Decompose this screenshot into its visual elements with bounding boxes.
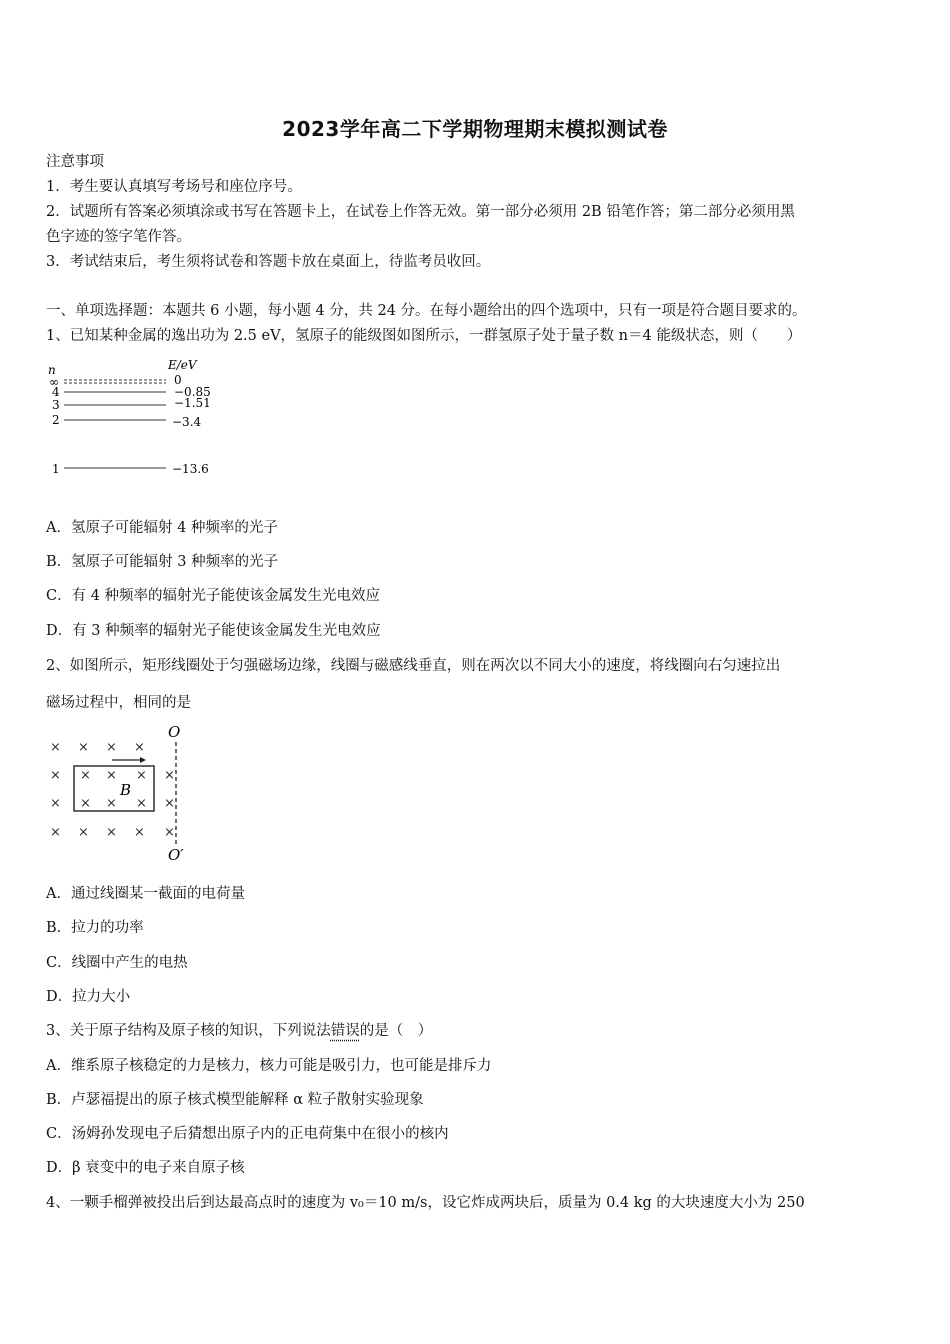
- axis-label-n: n: [48, 363, 56, 377]
- question-3-option-b: B．卢瑟福提出的原子核式模型能解释 α 粒子散射实验现象: [46, 1092, 424, 1108]
- magnetic-field-diagram: [44, 720, 204, 865]
- svg-text:×: ×: [136, 796, 147, 811]
- level-energy-1: −13.6: [172, 462, 209, 476]
- notice-heading: 注意事项: [46, 154, 104, 170]
- question-2-option-c: C．线圈中产生的电热: [46, 955, 188, 971]
- level-label-3: 3: [52, 398, 60, 412]
- level-label-1: 1: [52, 462, 60, 476]
- svg-text:×: ×: [106, 740, 117, 755]
- svg-text:×: ×: [106, 825, 117, 840]
- question-2-option-b: B．拉力的功率: [46, 920, 144, 936]
- svg-text:×: ×: [134, 740, 145, 755]
- question-1-option-a: A．氢原子可能辐射 4 种频率的光子: [46, 520, 278, 536]
- svg-text:×: ×: [80, 768, 91, 783]
- emphasis-word: 错误: [330, 1023, 360, 1039]
- question-3-stem: 3、关于原子结构及原子核的知识，下列说法错误的是（ ）: [46, 1023, 433, 1039]
- level-energy-2: −3.4: [172, 415, 202, 429]
- svg-text:×: ×: [50, 740, 61, 755]
- energy-level-diagram: [44, 354, 224, 484]
- notice-item: 1．考生要认真填写考场号和座位序号。: [46, 179, 302, 195]
- svg-text:×: ×: [106, 768, 117, 783]
- svg-text:×: ×: [136, 768, 147, 783]
- svg-text:×: ×: [164, 768, 175, 783]
- svg-text:×: ×: [78, 740, 89, 755]
- notice-item: 2．试题所有答案必须填涂或书写在答题卡上，在试卷上作答无效。第一部分必须用 2B 铅笔作答；第二部分必须用黑: [46, 204, 795, 220]
- svg-text:×: ×: [80, 796, 91, 811]
- svg-text:×: ×: [164, 825, 175, 840]
- question-1-stem: 1、已知某种金属的逸出功为 2.5 eV，氢原子的能级图如图所示，一群氢原子处于量子数 n＝4 能级状态，则（ ）: [46, 328, 802, 344]
- svg-text:×: ×: [78, 825, 89, 840]
- label-o-bottom: O′: [168, 846, 184, 864]
- level-energy-3: −1.51: [174, 396, 211, 410]
- label-b-field: B: [120, 781, 132, 799]
- svg-text:×: ×: [164, 796, 175, 811]
- level-label-inf: ∞: [49, 375, 59, 389]
- axis-label-e: E/eV: [168, 358, 197, 372]
- question-2-option-d: D．拉力大小: [46, 989, 131, 1005]
- section-heading: 一、单项选择题：本题共 6 小题，每小题 4 分，共 24 分。在每小题给出的四个选项中，只有一项是符合题目要求的。: [46, 303, 807, 319]
- notice-item: 3．考试结束后，考生须将试卷和答题卡放在桌面上，待监考员收回。: [46, 254, 491, 270]
- question-2-stem-cont: 磁场过程中，相同的是: [46, 695, 191, 711]
- svg-text:×: ×: [134, 825, 145, 840]
- level-label-2: 2: [52, 413, 60, 427]
- question-2-option-a: A．通过线圈某一截面的电荷量: [46, 886, 245, 902]
- question-3-option-c: C．汤姆孙发现电子后猜想出原子内的正电荷集中在很小的核内: [46, 1126, 449, 1142]
- page-title: 2023学年高二下学期物理期末模拟测试卷: [282, 117, 668, 141]
- velocity-arrow-head: [140, 757, 146, 763]
- field-crosses: [50, 740, 175, 840]
- svg-text:×: ×: [106, 796, 117, 811]
- question-1-option-d: D．有 3 种频率的辐射光子能使该金属发生光电效应: [46, 623, 381, 639]
- question-3-option-d: D．β 衰变中的电子来自原子核: [46, 1160, 245, 1176]
- svg-text:×: ×: [50, 768, 61, 783]
- svg-text:×: ×: [50, 825, 61, 840]
- level-energy-4: −0.85: [174, 385, 211, 399]
- notice-item: 色字迹的签字笔作答。: [46, 229, 191, 245]
- level-energy-inf: 0: [174, 373, 182, 387]
- question-1-option-c: C．有 4 种频率的辐射光子能使该金属发生光电效应: [46, 588, 381, 604]
- question-1-option-b: B．氢原子可能辐射 3 种频率的光子: [46, 554, 279, 570]
- question-3-option-a: A．维系原子核稳定的力是核力，核力可能是吸引力，也可能是排斥力: [46, 1058, 492, 1074]
- question-4-stem: 4、一颗手榴弹被投出后到达最高点时的速度为 v₀＝10 m/s，设它炸成两块后，质量为 0.4 kg 的大块速度大小为 250: [46, 1195, 805, 1211]
- label-o-top: O: [168, 723, 181, 741]
- svg-text:×: ×: [50, 796, 61, 811]
- question-2-stem: 2、如图所示，矩形线圈处于匀强磁场边缘，线圈与磁感线垂直，则在两次以不同大小的速度，将线圈向右匀速拉出: [46, 658, 781, 674]
- level-label-4: 4: [52, 385, 60, 399]
